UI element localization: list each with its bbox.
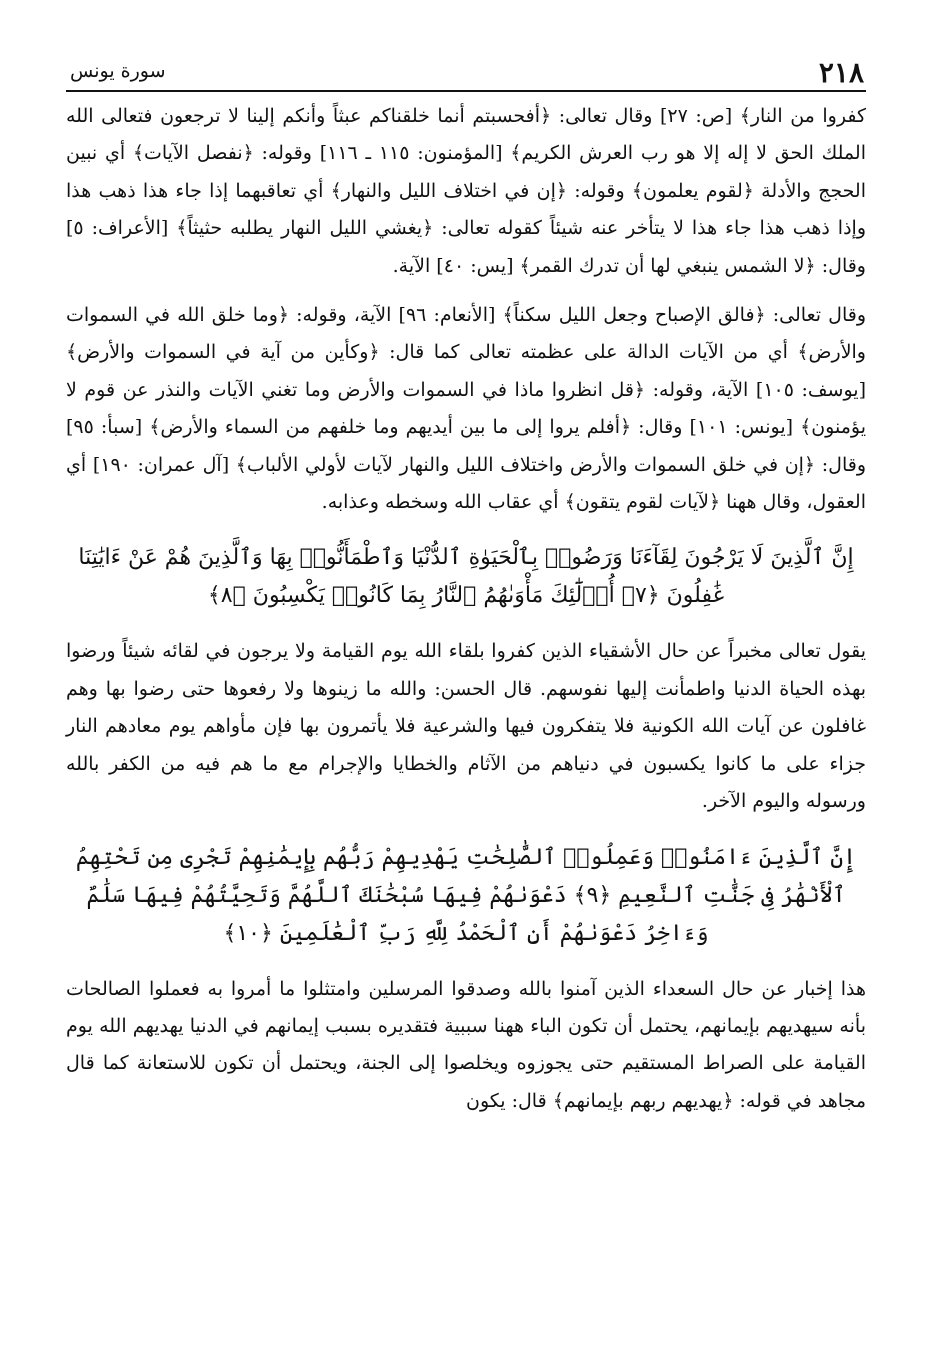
quran-verse-7-8: إِنَّ ٱلَّذِينَ لَا يَرْجُونَ لِقَآءَنَا وَرَضُوا۟ بِٱلْحَيَوٰةِ ٱلدُّنْيَا وَٱطْمَأَنُّوا۟ بِهَا وَٱلَّذِينَ هُمْ عَنْ ءَايَٰتِنَا غَٰفِلُونَ ﴿٧﴾ أُو۟لَٰٓئِكَ مَأْوَىٰهُمُ ٱلنَّارُ بِمَا كَانُوا۟ يَكْسِبُونَ ﴿٨﴾ bbox=[78, 545, 854, 609]
commentary-paragraph-2: وقال تعالى: ﴿فالق الإصباح وجعل الليل سكناً﴾ [الأنعام: ٩٦] الآية، وقوله: ﴿وما خلق الله في السموات والأرض﴾ أي من الآيات الدالة على عظمته تعالى كما قال: ﴿وكأين من آية في السموات والأرض﴾ [يوسف: ١٠٥] الآية، وقوله: ﴿قل انظروا ماذا في السموات والأرض وما تغني الآيات والنذر عن قوم لا يؤمنون﴾ [يونس: ١٠١] وقال: ﴿أفلم يروا إلى ما بين أيديهم وما خلفهم من السماء والأرض﴾ [سبأ: ٩٥] وقال: ﴿إن في خلق السموات والأرض واختلاف الليل والنهار لآيات لأولي الألباب﴾ [آل عمران: ١٩٠] أي العقول، وقال ههنا ﴿لآيات لقوم يتقون﴾ أي عقاب الله وسخطه وعذابه. bbox=[66, 304, 866, 514]
spacer bbox=[66, 285, 866, 297]
page-content bbox=[66, 98, 866, 1120]
page-number: ٢١٨ bbox=[818, 56, 864, 89]
quran-verse-9-10: إِنَّ ٱلَّذِينَ ءَامَنُوا۟ وَعَمِلُوا۟ ٱلصَّٰلِحَٰتِ يَهْدِيهِمْ رَبُّهُم بِإِيمَٰنِهِمْ تَجْرِى مِن تَحْتِهِمُ ٱلْأَنْهَٰرُ فِى جَنَّٰتِ ٱلنَّعِيمِ ﴿٩﴾ دَعْوَىٰهُمْ فِيهَا سُبْحَٰنَكَ ٱللَّهُمَّ وَتَحِيَّتُهُمْ فِيهَا سَلَٰمٌ وَءَاخِرُ دَعْوَىٰهُمْ أَنِ ٱلْحَمْدُ لِلَّهِ رَبِّ ٱلْعَٰلَمِينَ ﴿١٠﴾ bbox=[75, 844, 857, 946]
spacer bbox=[66, 615, 866, 633]
book-page bbox=[66, 50, 866, 1120]
commentary-paragraph-3: يقول تعالى مخبراً عن حال الأشقياء الذين كفروا بلقاء الله يوم القيامة ولا يرجون في لقائه شيئاً ورضوا بهذه الحياة الدنيا واطمأنت إليها نفوسهم. قال الحسن: والله ما زينوها ولا رفعوها حتى رضوا بها وهم غافلون عن آيات الله الكونية فلا يتفكرون فيها والشرعية فلا يأتمرون بها فإن مأواهم يوم معادهم النار جزاء على ما كانوا يكسبون في دنياهم من الآثام والخطايا والإجرام مع ما هم فيه من الكفر بالله ورسوله واليوم الآخر. bbox=[66, 640, 866, 813]
commentary-paragraph-4: هذا إخبار عن حال السعداء الذين آمنوا بالله وصدقوا المرسلين وامتثلوا ما أمروا به فعملوا الصالحات بأنه سيهديهم بإيمانهم، يحتمل أن تكون الباء ههنا سببية فتقديره بسبب إيمانهم في الدنيا يهديهم الله يوم القيامة على الصراط المستقيم حتى يجوزوه ويخلصوا إلى الجنة، ويحتمل أن تكون للاستعانة كما قال مجاهد في قوله: ﴿يهديهم ربهم بإيمانهم﴾ قال: يكون bbox=[66, 977, 866, 1112]
spacer bbox=[66, 821, 866, 839]
spacer bbox=[66, 953, 866, 971]
spacer bbox=[66, 521, 866, 539]
page-header bbox=[66, 50, 866, 92]
commentary-paragraph-1: كفروا من النار﴾ [ص: ٢٧] وقال تعالى: ﴿أفحسبتم أنما خلقناكم عبثاً وأنكم إلينا لا ترجعون فتعالى الله الملك الحق لا إله إلا هو رب العرش الكريم﴾ [المؤمنون: ١١٥ ـ ١١٦] وقوله: ﴿نفصل الآيات﴾ أي نبين الحجج والأدلة ﴿لقوم يعلمون﴾ وقوله: ﴿إن في اختلاف الليل والنهار﴾ أي تعاقبهما إذا جاء هذا ذهب هذا وإذا ذهب هذا جاء هذا لا يتأخر عنه شيئاً كقوله تعالى: ﴿يغشي الليل النهار يطلبه حثيثاً﴾ [الأعراف: ٥] وقال: ﴿لا الشمس ينبغي لها أن تدرك القمر﴾ [يس: ٤٠] الآية. bbox=[66, 105, 866, 277]
surah-name: سورة يونس bbox=[70, 60, 166, 82]
